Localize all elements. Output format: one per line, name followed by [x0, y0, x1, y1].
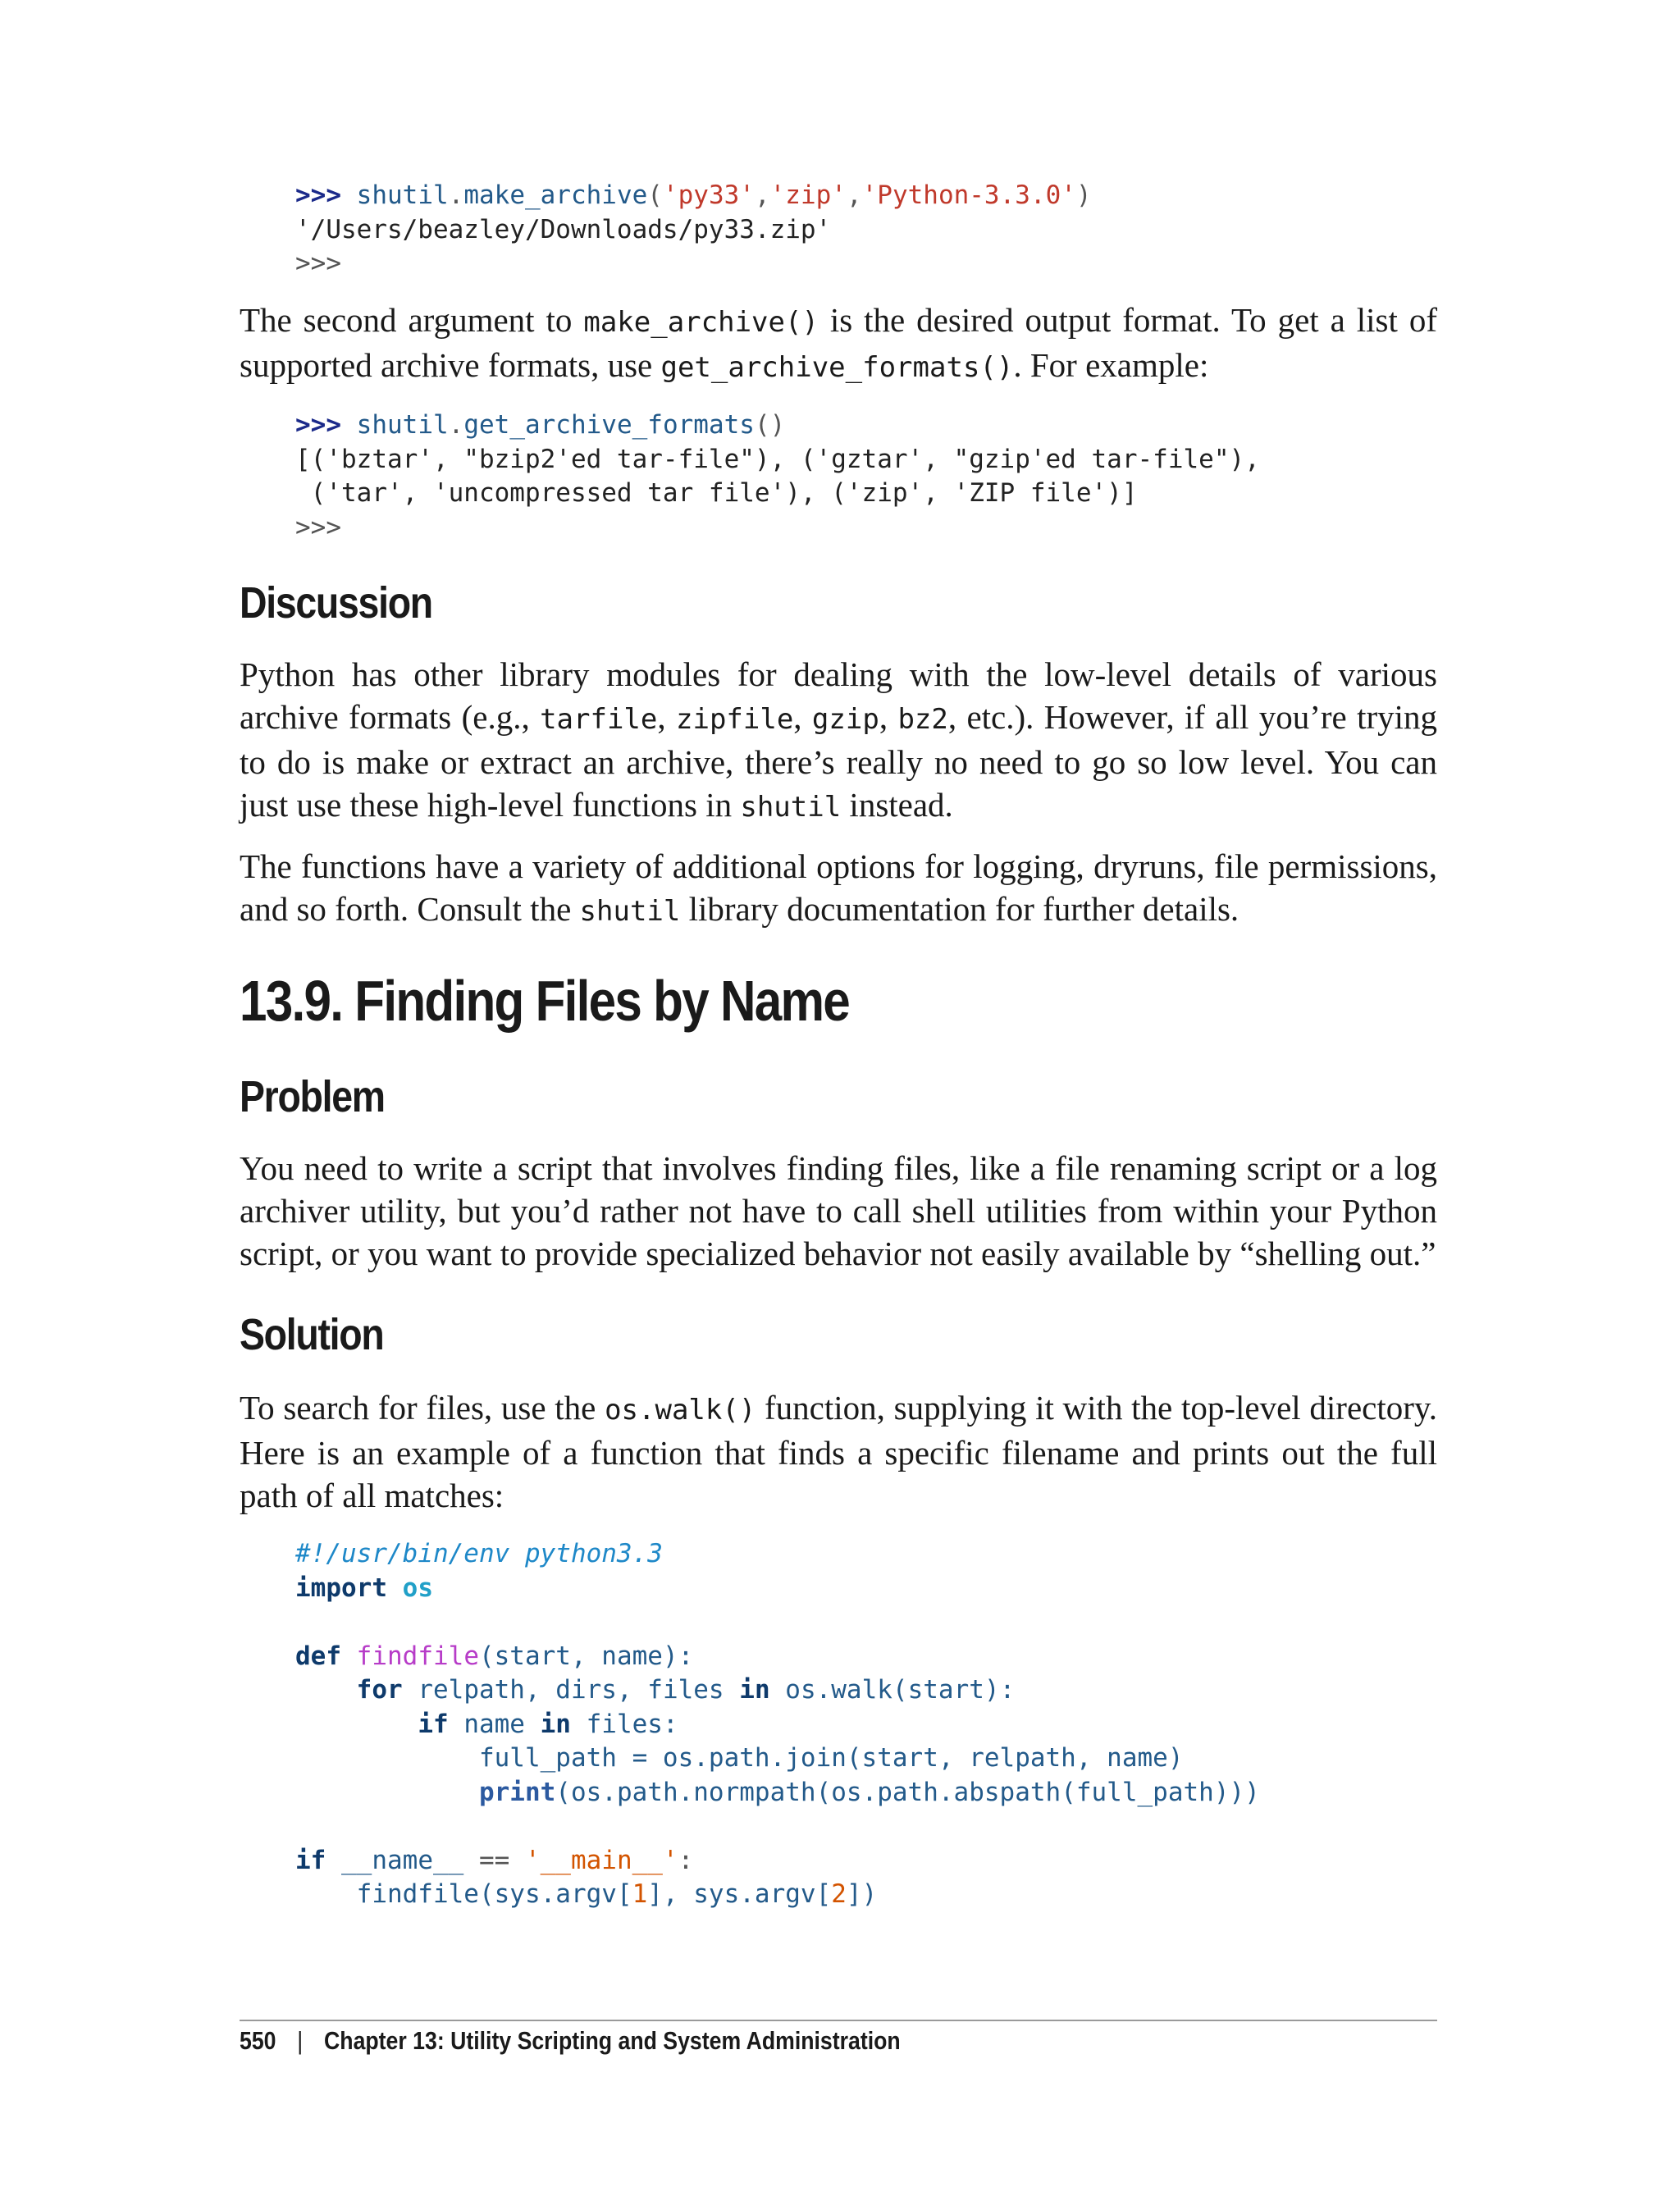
code-block-make-archive: >>> shutil.make_archive('py33','zip','Python-3.3.0') '/Users/beazley/Downloads/py33.zip' >>>: [295, 180, 1092, 278]
code-prompt: >>>: [295, 410, 341, 440]
code-token: shutil: [356, 180, 449, 210]
text-run: ,: [879, 698, 898, 736]
code-number: 1: [632, 1879, 648, 1909]
inline-code: shutil: [740, 791, 842, 824]
code-token: (os.path.normpath(os.path.abspath(full_path))): [555, 1777, 1260, 1807]
code-module: os: [402, 1573, 433, 1603]
heading-discussion: Discussion: [240, 578, 432, 628]
page-footer: [240, 2026, 901, 2056]
code-number: 2: [831, 1879, 847, 1909]
text-run: ,: [657, 698, 676, 736]
paragraph-discussion-1: [240, 653, 1437, 829]
footer-separator: |: [297, 2026, 304, 2055]
code-token: __name__: [341, 1845, 464, 1875]
code-prompt: >>>: [295, 249, 341, 278]
page-number: 550: [240, 2026, 276, 2055]
code-string: 'zip': [769, 180, 847, 210]
text-run: Python has other library modules for dealing with the low-level details of various archive formats (e.g.,: [240, 655, 1437, 736]
paragraph-archive-format: [240, 299, 1437, 389]
paragraph-discussion-2: [240, 845, 1437, 933]
code-token: name: [463, 1709, 525, 1739]
heading-solution: Solution: [240, 1310, 384, 1359]
text-run: The functions have a variety of additional options for logging, dryruns, file permissions, and so forth. Consult the: [240, 847, 1437, 928]
inline-code: bz2: [897, 703, 948, 736]
code-keyword: in: [739, 1675, 770, 1705]
text-run: ,: [793, 698, 812, 736]
code-token: (sys.argv[: [478, 1879, 632, 1909]
code-string: 'Python-3.3.0': [861, 180, 1076, 210]
text-run: , etc.). However, if all you’re trying to do is make or extract an archive, there’s really no need to go so low level. You can just use these high-level functions in: [240, 698, 1438, 824]
text-run: function, supplying it with the top-level directory. Here is an example of a function that finds a specific filename and prints out the full path of all matches:: [240, 1389, 1437, 1514]
code-token: os.walk(start):: [785, 1675, 1016, 1705]
code-prompt: >>>: [295, 512, 341, 542]
inline-code: shutil: [579, 895, 681, 928]
code-token: shutil: [356, 410, 449, 440]
code-string: 'py33': [662, 180, 755, 210]
inline-code: tarfile: [540, 703, 658, 736]
code-token: findfile: [356, 1879, 479, 1909]
text-run: instead.: [841, 786, 953, 824]
paragraph-problem: You need to write a script that involves finding files, like a file renaming script or a log archiver utility, but you’d rather not have to call shell utilities from within your Python script, or you want to provide specialized behavior not easily available by “shelling out.”: [240, 1149, 1437, 1272]
code-token: ], sys.argv[: [647, 1879, 832, 1909]
code-operator: :: [678, 1845, 694, 1875]
text-run: library documentation for further details.: [680, 890, 1239, 928]
code-keyword: for: [356, 1675, 403, 1705]
inline-code: get_archive_formats(): [660, 351, 1014, 384]
inline-code: zipfile: [676, 703, 794, 736]
code-token: (start, name):: [478, 1641, 694, 1671]
code-output: [('bztar', "bzip2'ed tar-file"), ('gztar', "gzip'ed tar-file"),: [295, 444, 1260, 474]
code-comment: #!/usr/bin/env python3.3: [295, 1539, 663, 1568]
text-run: . For example:: [1013, 346, 1209, 384]
code-prompt: >>>: [295, 180, 341, 210]
code-function-name: findfile: [356, 1641, 479, 1671]
text-run: is the desired output format. To get a list of supported archive formats, use: [240, 301, 1437, 384]
code-token: get_archive_formats: [463, 410, 755, 440]
code-keyword: if: [418, 1709, 449, 1739]
chapter-title: Chapter 13: Utility Scripting and System Administration: [324, 2026, 901, 2055]
section-title: 13.9. Finding Files by Name: [240, 969, 850, 1033]
code-token: full_path = os.path.join(start, relpath, name): [478, 1743, 1184, 1773]
inline-code: os.walk(): [605, 1394, 756, 1427]
code-block-findfile: [295, 1537, 1260, 1912]
code-keyword: if: [295, 1845, 326, 1875]
code-keyword: in: [540, 1709, 571, 1739]
text-run: The second argument to: [240, 301, 584, 339]
code-token: ]): [846, 1879, 878, 1909]
code-keyword: import: [295, 1573, 387, 1603]
code-token: files:: [586, 1709, 678, 1739]
code-keyword: print: [478, 1777, 556, 1807]
code-token: relpath, dirs, files: [418, 1675, 724, 1705]
inline-code: gzip: [811, 703, 879, 736]
footer-rule: [240, 2020, 1437, 2021]
inline-code: make_archive(): [583, 306, 819, 339]
code-keyword: def: [295, 1641, 341, 1671]
code-output: ('tar', 'uncompressed tar file'), ('zip', 'ZIP file')]: [295, 478, 1138, 508]
code-operator: ==: [478, 1845, 510, 1875]
code-block-get-formats: >>> shutil.get_archive_formats() [('bztar', "bzip2'ed tar-file"), ('gztar', "gzip'ed tar-file"), ('tar', 'uncompressed tar file'), ('zip', 'ZIP file')] >>>: [295, 410, 1260, 542]
text-run: To search for files, use the: [240, 1389, 605, 1427]
code-string: '__main__': [524, 1845, 678, 1875]
heading-problem: Problem: [240, 1072, 385, 1121]
code-token: make_archive: [463, 180, 648, 210]
code-output: '/Users/beazley/Downloads/py33.zip': [295, 214, 832, 244]
paragraph-solution: [240, 1386, 1437, 1517]
